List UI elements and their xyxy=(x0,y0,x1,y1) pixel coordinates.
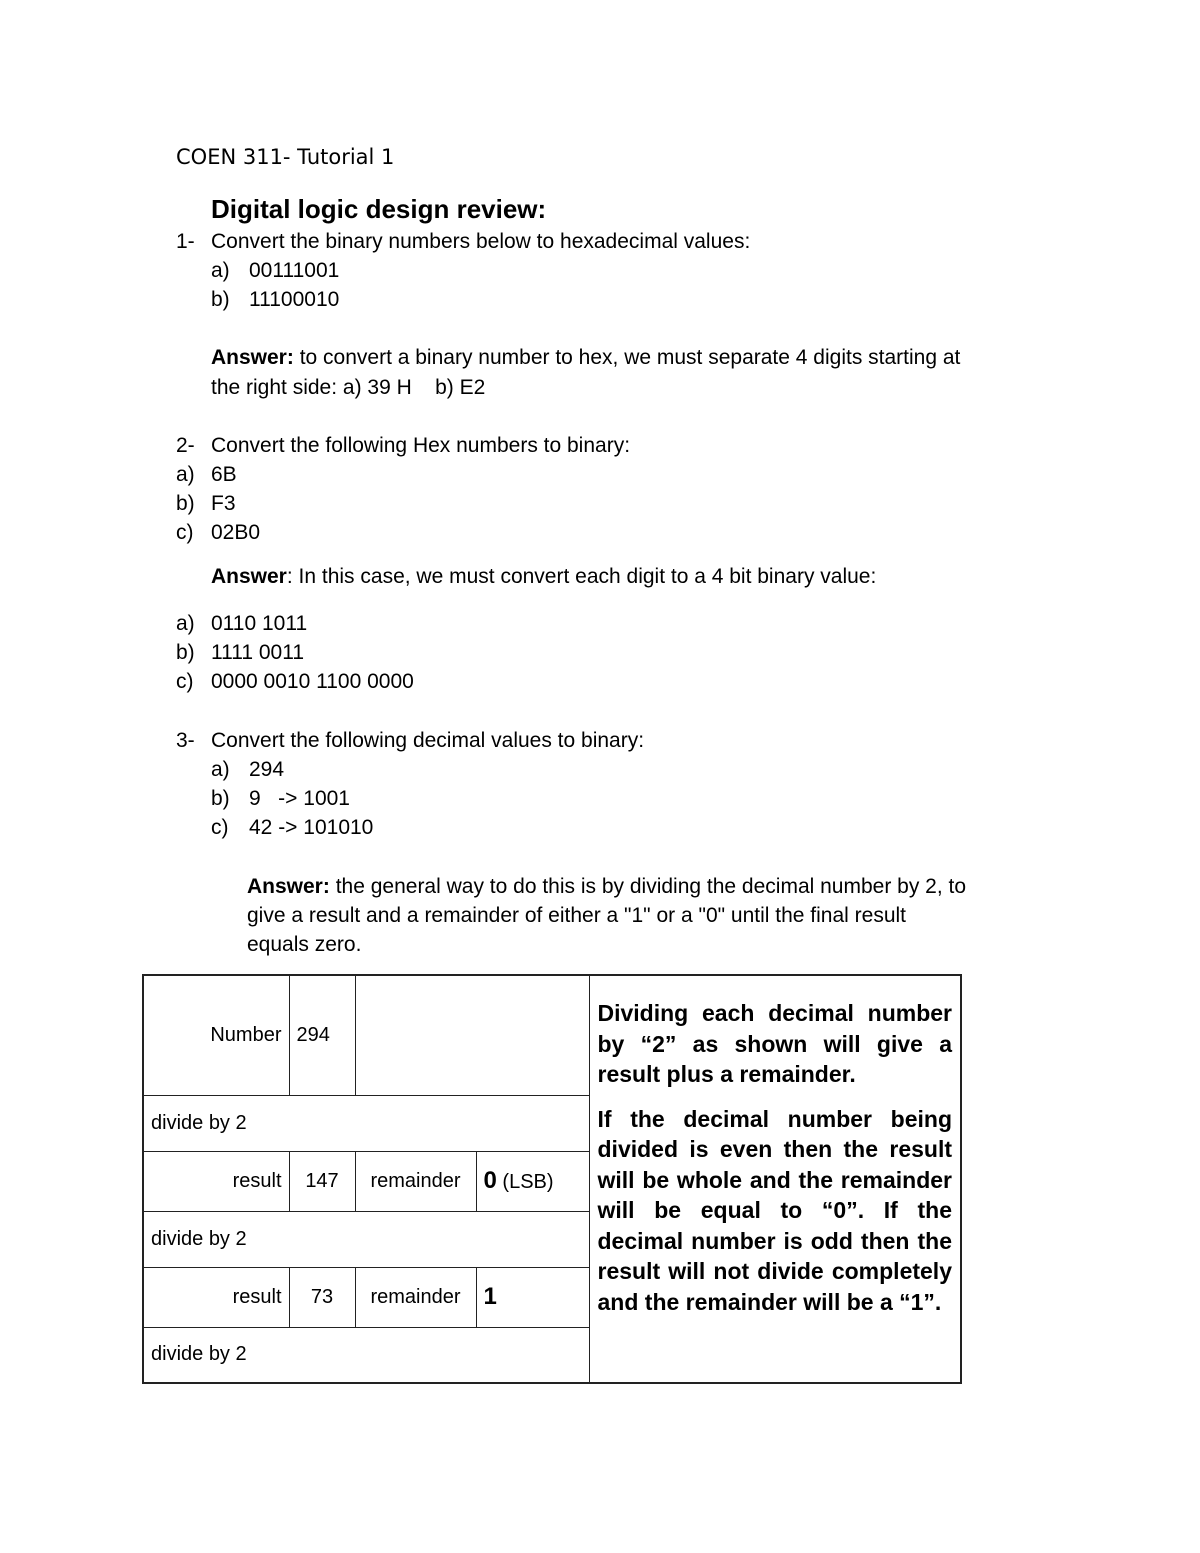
course-title: COEN 311- Tutorial 1 xyxy=(176,145,395,169)
remainder-cell-2 xyxy=(476,1267,589,1327)
q2-number: 2- xyxy=(176,434,195,457)
divide-label-1: divide by 2 xyxy=(143,1095,589,1151)
result-label-1: result xyxy=(143,1151,289,1211)
q2-b-mark: b) xyxy=(176,492,195,515)
explanation-paragraph-2: If the decimal number being divided is even then the result will be whole and the remainder will be equal to “0”. If the decimal number is odd then the result will not divide completely and the remainder will be a “1”. xyxy=(597,1105,952,1315)
q1-answer-line1 xyxy=(211,343,960,372)
q3-a-value: 294 xyxy=(249,758,285,781)
q2-c-value: 02B0 xyxy=(211,521,261,544)
remainder-cell-1 xyxy=(476,1151,589,1211)
answer-label: Answer xyxy=(211,565,287,588)
q1-text: Convert the binary numbers below to hexadecimal values: xyxy=(211,230,751,253)
remainder-value-2: 1 xyxy=(483,1283,497,1310)
remainder-value-1: 0 xyxy=(483,1167,497,1194)
divide-label-2: divide by 2 xyxy=(143,1211,589,1267)
q2-ans-c-value: 0000 0010 1100 0000 xyxy=(211,670,414,693)
divide-label-3: divide by 2 xyxy=(143,1327,589,1383)
remainder-label-1: remainder xyxy=(355,1151,476,1211)
remainder-label-2: remainder xyxy=(355,1267,476,1327)
q2-a-value: 6B xyxy=(211,463,237,486)
q3-answer-line1 xyxy=(247,872,966,901)
answer-label: Answer: xyxy=(211,346,294,369)
q1-number: 1- xyxy=(176,230,195,253)
number-value: 294 xyxy=(289,975,355,1095)
q1-b-mark: b) xyxy=(211,288,230,311)
answer-text: : In this case, we must convert each digit to a 4 bit binary value: xyxy=(286,565,877,588)
q3-b-mark: b) xyxy=(211,787,230,810)
empty-cell xyxy=(355,975,589,1095)
q1-a-value: 00111001 xyxy=(249,259,340,282)
q2-ans-a-mark: a) xyxy=(176,612,195,635)
q2-ans-b-mark: b) xyxy=(176,641,195,664)
answer-label: Answer: xyxy=(247,875,330,898)
q3-c-mark: c) xyxy=(211,816,229,839)
number-label: Number xyxy=(143,975,289,1095)
answer-text: the general way to do this is by dividing the decimal number by 2, to xyxy=(329,875,967,898)
q3-text: Convert the following decimal values to binary: xyxy=(211,729,645,752)
result-value-2: 73 xyxy=(289,1267,355,1327)
explanation-cell xyxy=(589,975,961,1383)
answer-text: to convert a binary number to hex, we must separate 4 digits starting at xyxy=(293,346,961,369)
q3-answer-line2: give a result and a remainder of either a "1" or a "0" until the final result xyxy=(247,904,907,927)
q2-text: Convert the following Hex numbers to binary: xyxy=(211,434,631,457)
q3-a-mark: a) xyxy=(211,758,230,781)
division-table xyxy=(142,974,962,1384)
q1-a-mark: a) xyxy=(211,259,230,282)
q2-c-mark: c) xyxy=(176,521,194,544)
result-value-1: 147 xyxy=(289,1151,355,1211)
section-heading: Digital logic design review: xyxy=(211,194,547,224)
q3-answer-line3: equals zero. xyxy=(247,933,362,956)
q3-c-value: 42 -> 101010 xyxy=(249,816,374,839)
q2-b-value: F3 xyxy=(211,492,236,515)
q2-answer xyxy=(211,562,876,591)
lsb-note: (LSB) xyxy=(502,1171,554,1193)
q1-b-value: 11100010 xyxy=(249,288,340,311)
q2-a-mark: a) xyxy=(176,463,195,486)
q2-ans-c-mark: c) xyxy=(176,670,194,693)
q2-ans-a-value: 0110 1011 xyxy=(211,612,308,635)
q3-b-value: 9 -> 1001 xyxy=(249,787,350,810)
q2-ans-b-value: 1111 0011 xyxy=(211,641,305,664)
explanation-paragraph-1: Dividing each decimal number by “2” as shown will give a result plus a remainder. xyxy=(597,1000,952,1087)
q1-answer-line2: the right side: a) 39 H b) E2 xyxy=(211,376,486,399)
result-label-2: result xyxy=(143,1267,289,1327)
q3-number: 3- xyxy=(176,729,195,752)
